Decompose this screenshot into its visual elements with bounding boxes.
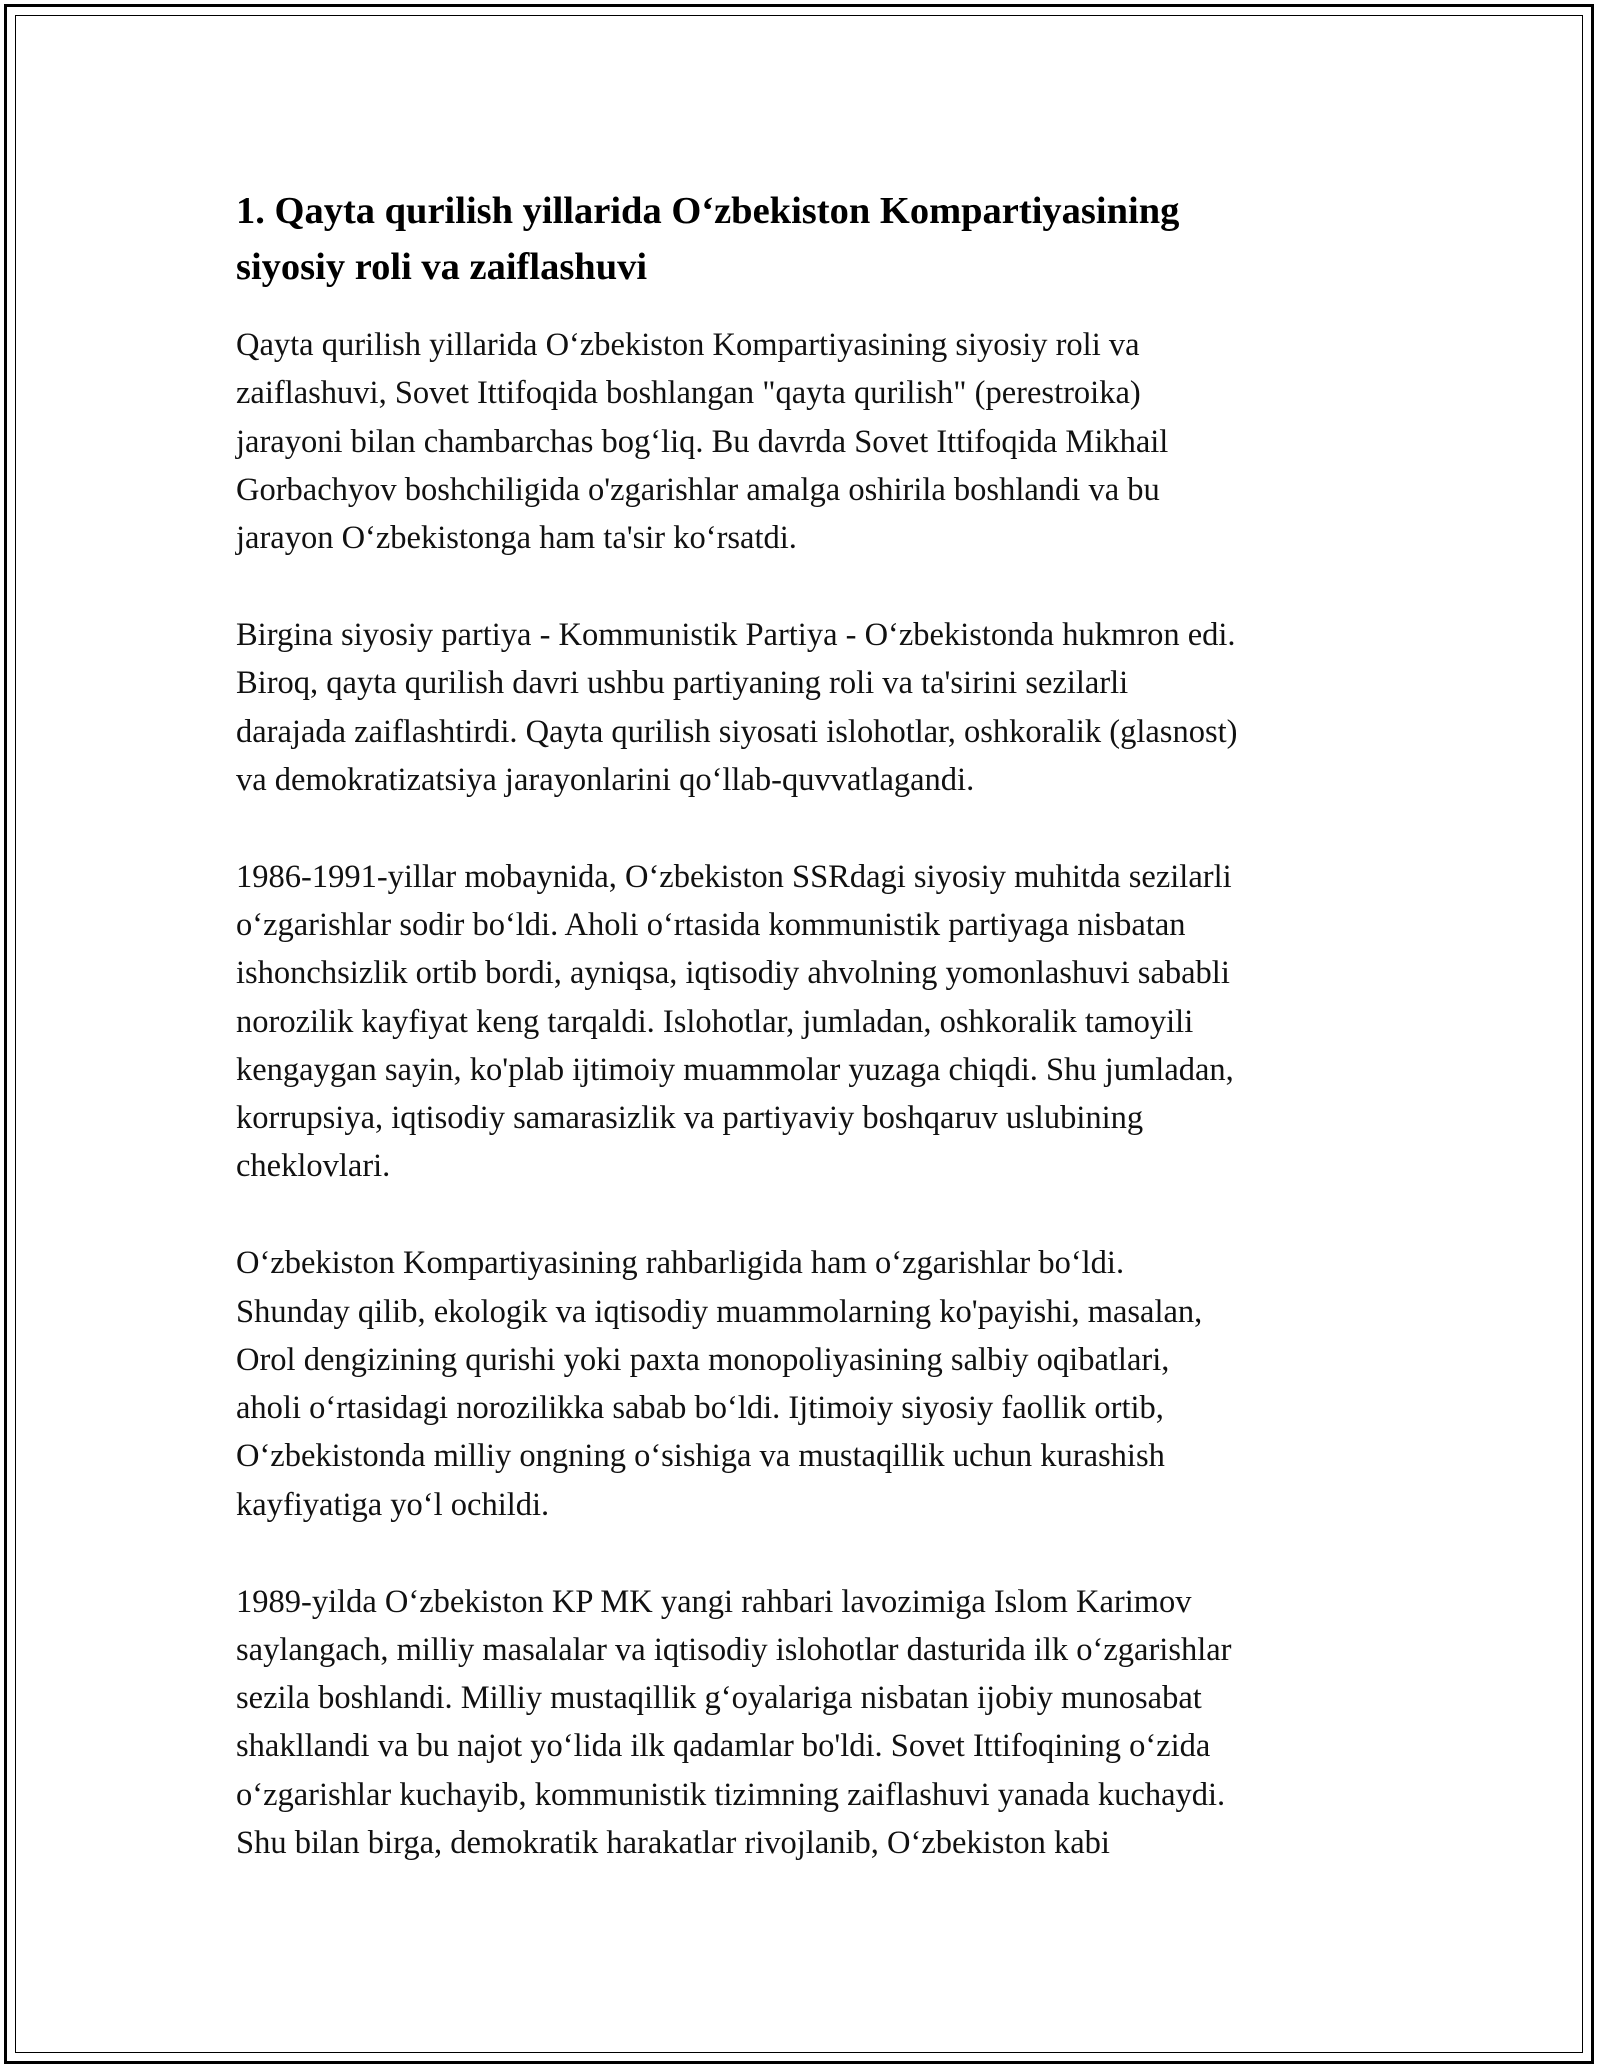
- text-line: Biroq, qayta qurilish davri ushbu partiyaning roli va ta'sirini sezilarli: [236, 665, 1129, 702]
- text-line: o‘zgarishlar sodir bo‘ldi. Aholi o‘rtasida kommunistik partiyaga nisbatan: [236, 906, 1186, 943]
- text-line: o‘zgarishlar kuchayib, kommunistik tizimning zaiflashuvi yanada kuchaydi.: [236, 1776, 1226, 1813]
- text-line: Gorbachyov boshchiligida o'zgarishlar amalga oshirila boshlandi va bu: [236, 471, 1160, 508]
- heading-line: 1. Qayta qurilish yillarida O‘zbekiston Kompartiyasining: [236, 190, 1180, 232]
- text-line: darajada zaiflashtirdi. Qayta qurilish siyosati islohotlar, oshkoralik (glasnost): [236, 713, 1238, 750]
- text-line: cheklovlari.: [236, 1148, 391, 1185]
- text-line: jarayon O‘zbekistonga ham ta'sir ko‘rsatdi.: [236, 520, 797, 557]
- section-heading: [236, 183, 1386, 295]
- text-line: Qayta qurilish yillarida O‘zbekiston Kompartiyasining siyosiy roli va: [236, 327, 1140, 363]
- text-line: norozilik kayfiyat keng tarqaldi. Islohotlar, jumladan, oshkoralik tamoyili: [236, 1003, 1194, 1040]
- text-line: kengaygan sayin, ko'plab ijtimoiy muammolar yuzaga chiqdi. Shu jumladan,: [236, 1051, 1234, 1088]
- text-line: 1989-yilda O‘zbekiston KP MK yangi rahbari lavozimiga Islom Karimov: [236, 1583, 1192, 1620]
- paragraph-5: [236, 1578, 1386, 1868]
- text-line: kayfiyatiga yo‘l ochildi.: [236, 1486, 550, 1523]
- text-line: Orol dengizining qurishi yoki paxta monopoliyasining salbiy oqibatlari,: [236, 1341, 1170, 1378]
- text-line: aholi o‘rtasidagi norozilikka sabab bo‘ldi. Ijtimoiy siyosiy faollik ortib,: [236, 1390, 1164, 1427]
- document-body: [236, 183, 1386, 1867]
- paragraph-4: [236, 1239, 1386, 1529]
- text-line: va demokratizatsiya jarayonlarini qo‘llab-quvvatlagandi.: [236, 761, 975, 798]
- text-line: zaiflashuvi, Sovet Ittifoqida boshlangan "qayta qurilish" (perestroika): [236, 375, 1141, 412]
- text-line: Shu bilan birga, demokratik harakatlar rivojlanib, O‘zbekiston kabi: [236, 1825, 1110, 1862]
- text-line: shakllandi va bu najot yo‘lida ilk qadamlar bo'ldi. Sovet Ittifoqining o‘zida: [236, 1728, 1211, 1765]
- paragraph-2: [236, 611, 1386, 804]
- text-line: saylangach, milliy masalalar va iqtisodiy islohotlar dasturida ilk o‘zgarishlar: [236, 1631, 1232, 1668]
- paragraph-1: [236, 321, 1386, 562]
- text-line: sezila boshlandi. Milliy mustaqillik g‘oyalariga nisbatan ijobiy munosabat: [236, 1680, 1202, 1717]
- text-line: Shunday qilib, ekologik va iqtisodiy muammolarning ko'payishi, masalan,: [236, 1293, 1203, 1330]
- heading-line: siyosiy roli va zaiflashuvi: [236, 246, 648, 288]
- text-line: O‘zbekistonda milliy ongning o‘sishiga va mustaqillik uchun kurashish: [236, 1438, 1165, 1475]
- text-line: 1986-1991-yillar mobaynida, O‘zbekiston SSRdagi siyosiy muhitda sezilarli: [236, 858, 1232, 895]
- text-line: ishonchsizlik ortib bordi, ayniqsa, iqtisodiy ahvolning yomonlashuvi sababli: [236, 955, 1230, 992]
- text-line: Birgina siyosiy partiya - Kommunistik Partiya - O‘zbekistonda hukmron edi.: [236, 616, 1236, 653]
- text-line: korrupsiya, iqtisodiy samarasizlik va partiyaviy boshqaruv uslubining: [236, 1100, 1144, 1137]
- text-line: O‘zbekiston Kompartiyasining rahbarligida ham o‘zgarishlar bo‘ldi.: [236, 1245, 1125, 1282]
- paragraph-3: [236, 853, 1386, 1191]
- text-line: jarayoni bilan chambarchas bog‘liq. Bu davrda Sovet Ittifoqida Mikhail: [236, 423, 1169, 460]
